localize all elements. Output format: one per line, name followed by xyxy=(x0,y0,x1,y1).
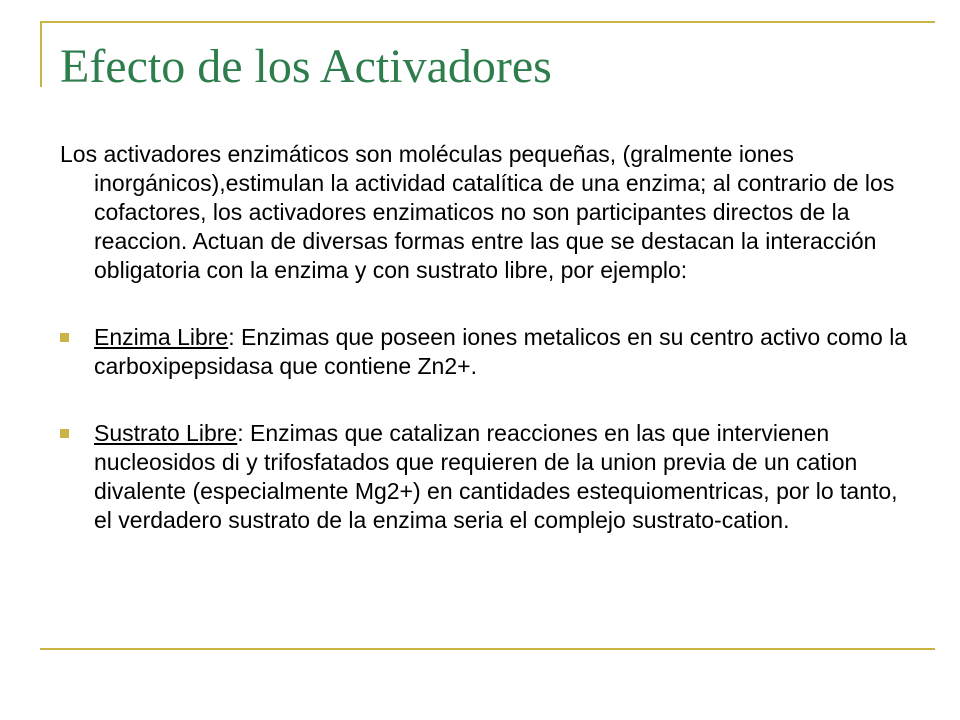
bullet-square-icon xyxy=(60,333,69,342)
top-divider xyxy=(40,21,935,23)
bullet-text: : Enzimas que catalizan reacciones en las que intervienen nucleosidos di y trifosfatados que requieren de la union previa de un cation divalente (especialmente Mg2+) en cantidades estequiomentricas, por lo tanto, el verdadero sustrato de la enzima seria el complejo sustrato-cation. xyxy=(94,420,898,533)
bullet-term: Sustrato Libre xyxy=(94,420,238,446)
slide-title: Efecto de los Activadores xyxy=(60,40,552,93)
bullet-text: : Enzimas que poseen iones metalicos en su centro activo como la carboxipepsidasa que contiene Zn2+. xyxy=(94,324,908,379)
bullet-list xyxy=(60,323,910,535)
slide-body xyxy=(60,140,910,535)
bullet-enzima-libre xyxy=(60,323,910,381)
bullet-term: Enzima Libre xyxy=(94,324,229,350)
bullet-square-icon xyxy=(60,429,69,438)
bottom-divider xyxy=(40,648,935,650)
bullet-sustrato-libre xyxy=(60,419,910,535)
intro-paragraph: Los activadores enzimáticos son moléculas pequeñas, (gralmente iones inorgánicos),estimulan la actividad catalítica de una enzima; al contrario de los cofactores, los activadores enzimaticos no son participantes directos de la reaccion. Actuan de diversas formas entre las que se destacan la interacción obligatoria con la enzima y con sustrato libre, por ejemplo: xyxy=(60,141,895,283)
left-divider xyxy=(40,21,42,87)
